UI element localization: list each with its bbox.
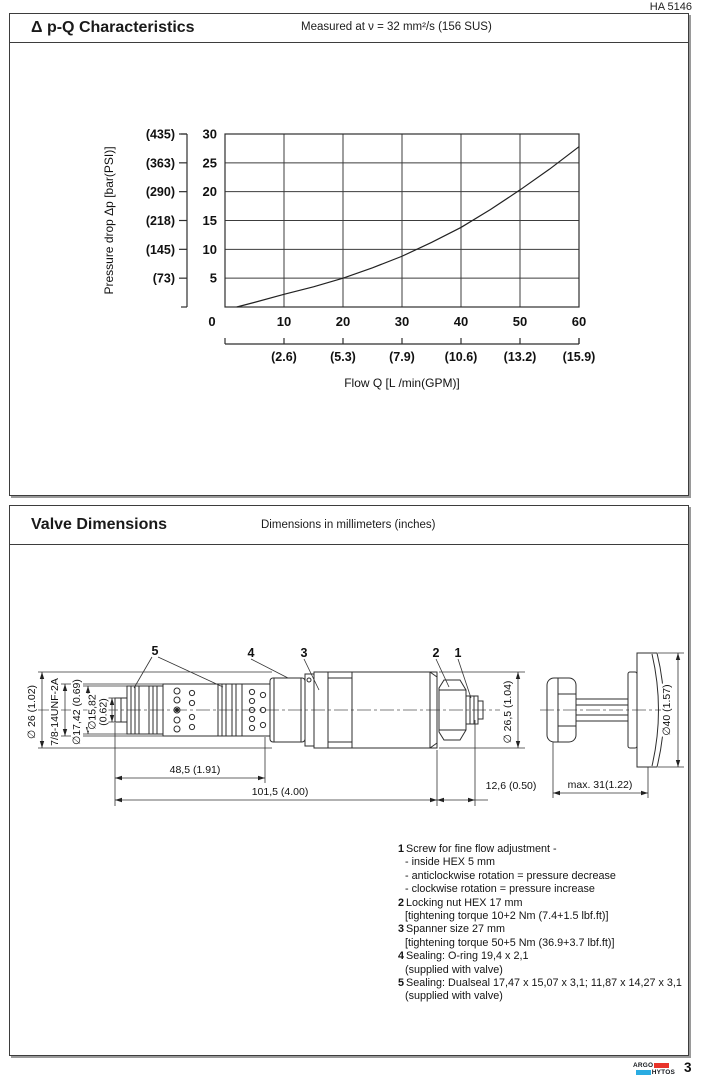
svg-text:(435): (435) xyxy=(145,127,175,142)
pq-section-title: Δ p-Q Characteristics xyxy=(31,19,195,36)
dim-label-dia26: ∅ 26 (1.02) xyxy=(26,684,38,740)
svg-text:60: 60 xyxy=(571,314,587,329)
svg-text:(363): (363) xyxy=(145,156,175,171)
dimensions-section-title: Valve Dimensions xyxy=(31,516,168,533)
svg-text:(2.6): (2.6) xyxy=(271,350,297,364)
callout-1: 1 xyxy=(454,646,462,660)
valve-drawing-linework xyxy=(20,630,692,835)
svg-text:(7.9): (7.9) xyxy=(389,350,415,364)
dim-label-dia265: ∅ 26,5 (1.04) xyxy=(502,680,514,744)
dim-label-126: 12,6 (0.50) xyxy=(485,780,537,792)
page-number: 3 xyxy=(684,1060,692,1075)
svg-text:(13.2): (13.2) xyxy=(503,350,537,364)
callout-4: 4 xyxy=(247,646,255,660)
svg-text:Flow Q [L /min(GPM)]: Flow Q [L /min(GPM)] xyxy=(344,376,460,390)
dimensions-units-note: Dimensions in millimeters (inches) xyxy=(261,519,436,531)
svg-text:(10.6): (10.6) xyxy=(444,350,478,364)
legend-sub-line: (supplied with valve) xyxy=(405,963,503,976)
logo-row-argo xyxy=(633,1062,675,1069)
legend-item-line: 5 Sealing: Dualseal 17,47 x 15,07 x 3,1; 11,87 x 14,27 x 3,1 xyxy=(398,977,682,990)
pq-measurement-note: Measured at ν = 32 mm²/s (156 SUS) xyxy=(301,21,492,33)
valve-technical-drawing xyxy=(20,630,692,835)
svg-text:30: 30 xyxy=(394,314,410,329)
pq-section-header xyxy=(10,14,688,43)
logo-text-argo: ARGO xyxy=(633,1062,654,1069)
svg-text:(15.9): (15.9) xyxy=(562,350,596,364)
svg-text:(73): (73) xyxy=(152,271,175,286)
callout-2: 2 xyxy=(432,646,440,660)
svg-text:25: 25 xyxy=(202,155,217,171)
dim-label-dia1742: ∅17,42 (0.69) xyxy=(71,679,83,745)
svg-text:(145): (145) xyxy=(145,242,175,257)
svg-text:0: 0 xyxy=(208,314,216,329)
svg-text:(290): (290) xyxy=(145,185,175,200)
svg-text:Pressure drop Δp [bar(PSI)]: Pressure drop Δp [bar(PSI)] xyxy=(102,146,116,295)
svg-text:5: 5 xyxy=(209,270,217,286)
legend-list xyxy=(398,843,694,1004)
callout-3: 3 xyxy=(300,646,308,660)
pq-characteristics-section xyxy=(9,13,689,496)
legend-sub-line: [tightening torque 50+5 Nm (36.9+3.7 lbf.ft)] xyxy=(405,936,615,949)
logo-red-block xyxy=(654,1063,669,1069)
legend-item-line: 4 Sealing: O-ring 19,4 x 2,1 xyxy=(398,950,529,963)
svg-text:10: 10 xyxy=(276,314,292,329)
svg-text:(218): (218) xyxy=(145,214,175,228)
legend-sub-line: - clockwise rotation = pressure increase xyxy=(405,883,595,896)
svg-text:10: 10 xyxy=(202,241,217,257)
svg-text:40: 40 xyxy=(453,314,469,329)
legend-sub-line: (supplied with valve) xyxy=(405,990,503,1003)
legend-item-line: 1 Screw for fine flow adjustment - xyxy=(398,843,557,855)
dimensions-section-header xyxy=(10,506,688,545)
dim-label-1015: 101,5 (4.00) xyxy=(251,786,309,798)
logo-text-hytos: HYTOS xyxy=(651,1069,675,1076)
legend-item-line: 2 Locking nut HEX 17 mm xyxy=(398,896,523,909)
callout-5: 5 xyxy=(151,644,159,658)
dim-label-max31: max. 31(1.22) xyxy=(567,779,633,791)
legend-item-line: 3 Spanner size 27 mm xyxy=(398,923,506,936)
dimension-lines xyxy=(42,653,678,800)
svg-text:(5.3): (5.3) xyxy=(330,350,356,364)
legend-sub-line: - inside HEX 5 mm xyxy=(405,856,495,869)
dim-label-thread: 7/8-14UNF-2A xyxy=(49,678,61,746)
document-number: HA 5146 xyxy=(649,1,692,13)
legend-sub-line: [tightening torque 10+2 Nm (7.4+1.5 lbf.ft)] xyxy=(405,910,609,923)
svg-text:20: 20 xyxy=(335,314,351,329)
dim-label-485: 48,5 (1.91) xyxy=(169,764,221,776)
pq-chart xyxy=(99,114,624,409)
callout-leader-lines xyxy=(134,657,471,698)
svg-text:15: 15 xyxy=(202,213,217,228)
logo-row-hytos xyxy=(633,1069,675,1076)
legend-sub-line: - anticlockwise rotation = pressure decrease xyxy=(405,869,616,882)
dim-label-dia40: ∅40 (1.57) xyxy=(661,684,673,736)
svg-text:50: 50 xyxy=(512,314,528,329)
logo-blue-block xyxy=(636,1070,651,1076)
svg-text:20: 20 xyxy=(202,184,217,200)
svg-text:30: 30 xyxy=(202,126,217,142)
argo-hytos-logo xyxy=(633,1062,675,1076)
valve-dimensions-section xyxy=(9,505,689,1056)
dim-label-dia1582: ∅15,82 (0.62) xyxy=(86,694,109,730)
